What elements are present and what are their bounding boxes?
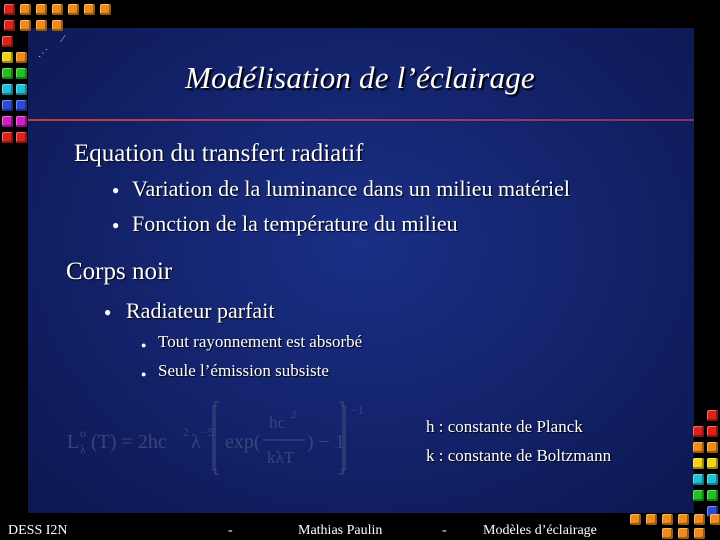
decorative-square xyxy=(710,514,720,525)
note-boltzmann: k : constante de Boltzmann xyxy=(426,446,612,465)
formula-numerator: hc xyxy=(269,413,286,432)
decorative-square xyxy=(16,116,27,127)
formula-lhs-arg: (T) = 2hc xyxy=(91,431,167,453)
decorative-square xyxy=(20,4,31,15)
decorative-square xyxy=(693,442,704,453)
formula-power: 2 xyxy=(183,425,189,439)
formula-lhs-sub: λ xyxy=(80,442,86,456)
decorative-square xyxy=(4,20,15,31)
formula-numerator-sup: 2 xyxy=(291,409,297,421)
formula-exp: exp( xyxy=(225,431,261,453)
formula-minus5: −5 xyxy=(201,425,214,439)
bullet-text: Variation de la luminance dans un milieu matériel xyxy=(132,176,571,201)
decorative-square xyxy=(707,490,718,501)
decorative-square xyxy=(693,490,704,501)
bullet-text: Radiateur parfait xyxy=(126,298,275,323)
slide-title: Modélisation de l’éclairage xyxy=(185,60,535,95)
decorative-square xyxy=(707,458,718,469)
decorative-square xyxy=(52,4,63,15)
sub-bullet-icon: ● xyxy=(141,340,147,350)
decorative-square xyxy=(662,528,673,539)
decorative-square xyxy=(2,132,13,143)
sparkle-icon: ⋰ xyxy=(38,48,48,59)
formula-lambda: λ xyxy=(191,431,201,453)
decorative-square xyxy=(694,528,705,539)
footer-separator: - xyxy=(442,523,447,538)
decorative-square xyxy=(2,36,13,47)
decorative-square xyxy=(693,474,704,485)
decorative-square xyxy=(662,514,673,525)
formula-tail: ) − 1 xyxy=(307,431,345,453)
decorative-square xyxy=(68,4,79,15)
decorative-square xyxy=(100,4,111,15)
decorative-square xyxy=(707,410,718,421)
decorative-square xyxy=(678,514,689,525)
sub-bullet-text: Tout rayonnement est absorbé xyxy=(158,332,363,351)
decorative-square xyxy=(84,4,95,15)
title-divider xyxy=(28,119,694,121)
planck-formula xyxy=(55,400,365,475)
sub-bullet-icon: ● xyxy=(141,369,147,379)
formula-denominator: kλT xyxy=(267,448,295,467)
decorative-square xyxy=(4,4,15,15)
note-planck: h : constante de Planck xyxy=(426,417,583,436)
decorative-square xyxy=(16,132,27,143)
bullet-text: Fonction de la température du milieu xyxy=(132,211,458,236)
footer-topic: Modèles d’éclairage xyxy=(483,523,597,538)
bullet-icon: ● xyxy=(112,183,120,197)
bullet-icon: ● xyxy=(112,218,120,232)
decorative-square xyxy=(2,116,13,127)
decorative-square xyxy=(693,458,704,469)
decorative-square xyxy=(646,514,657,525)
footer-course: DESS I2N xyxy=(8,523,68,538)
decorative-square xyxy=(20,20,31,31)
section2-heading: Corps noir xyxy=(66,258,173,285)
decorative-square xyxy=(694,514,705,525)
sub-bullet-text: Seule l’émission subsiste xyxy=(158,361,329,380)
formula-lhs-sup: o xyxy=(80,426,86,440)
formula-lhs: L xyxy=(67,431,80,453)
formula-neg1: −1 xyxy=(351,403,364,417)
footer-author: Mathias Paulin xyxy=(298,523,383,538)
decorative-square xyxy=(52,20,63,31)
decorative-square xyxy=(630,514,641,525)
section1-heading: Equation du transfert radiatif xyxy=(74,140,364,167)
decorative-square xyxy=(678,528,689,539)
decorative-square xyxy=(16,100,27,111)
footer-separator: - xyxy=(228,523,233,538)
decorative-square xyxy=(707,426,718,437)
decorative-square xyxy=(693,426,704,437)
decorative-square xyxy=(707,474,718,485)
decorative-square xyxy=(707,442,718,453)
decorative-square xyxy=(36,20,47,31)
bullet-icon: ● xyxy=(104,305,112,319)
decorative-square xyxy=(36,4,47,15)
decorative-square xyxy=(2,100,13,111)
sparkle-icon: ⁄ xyxy=(62,34,64,45)
